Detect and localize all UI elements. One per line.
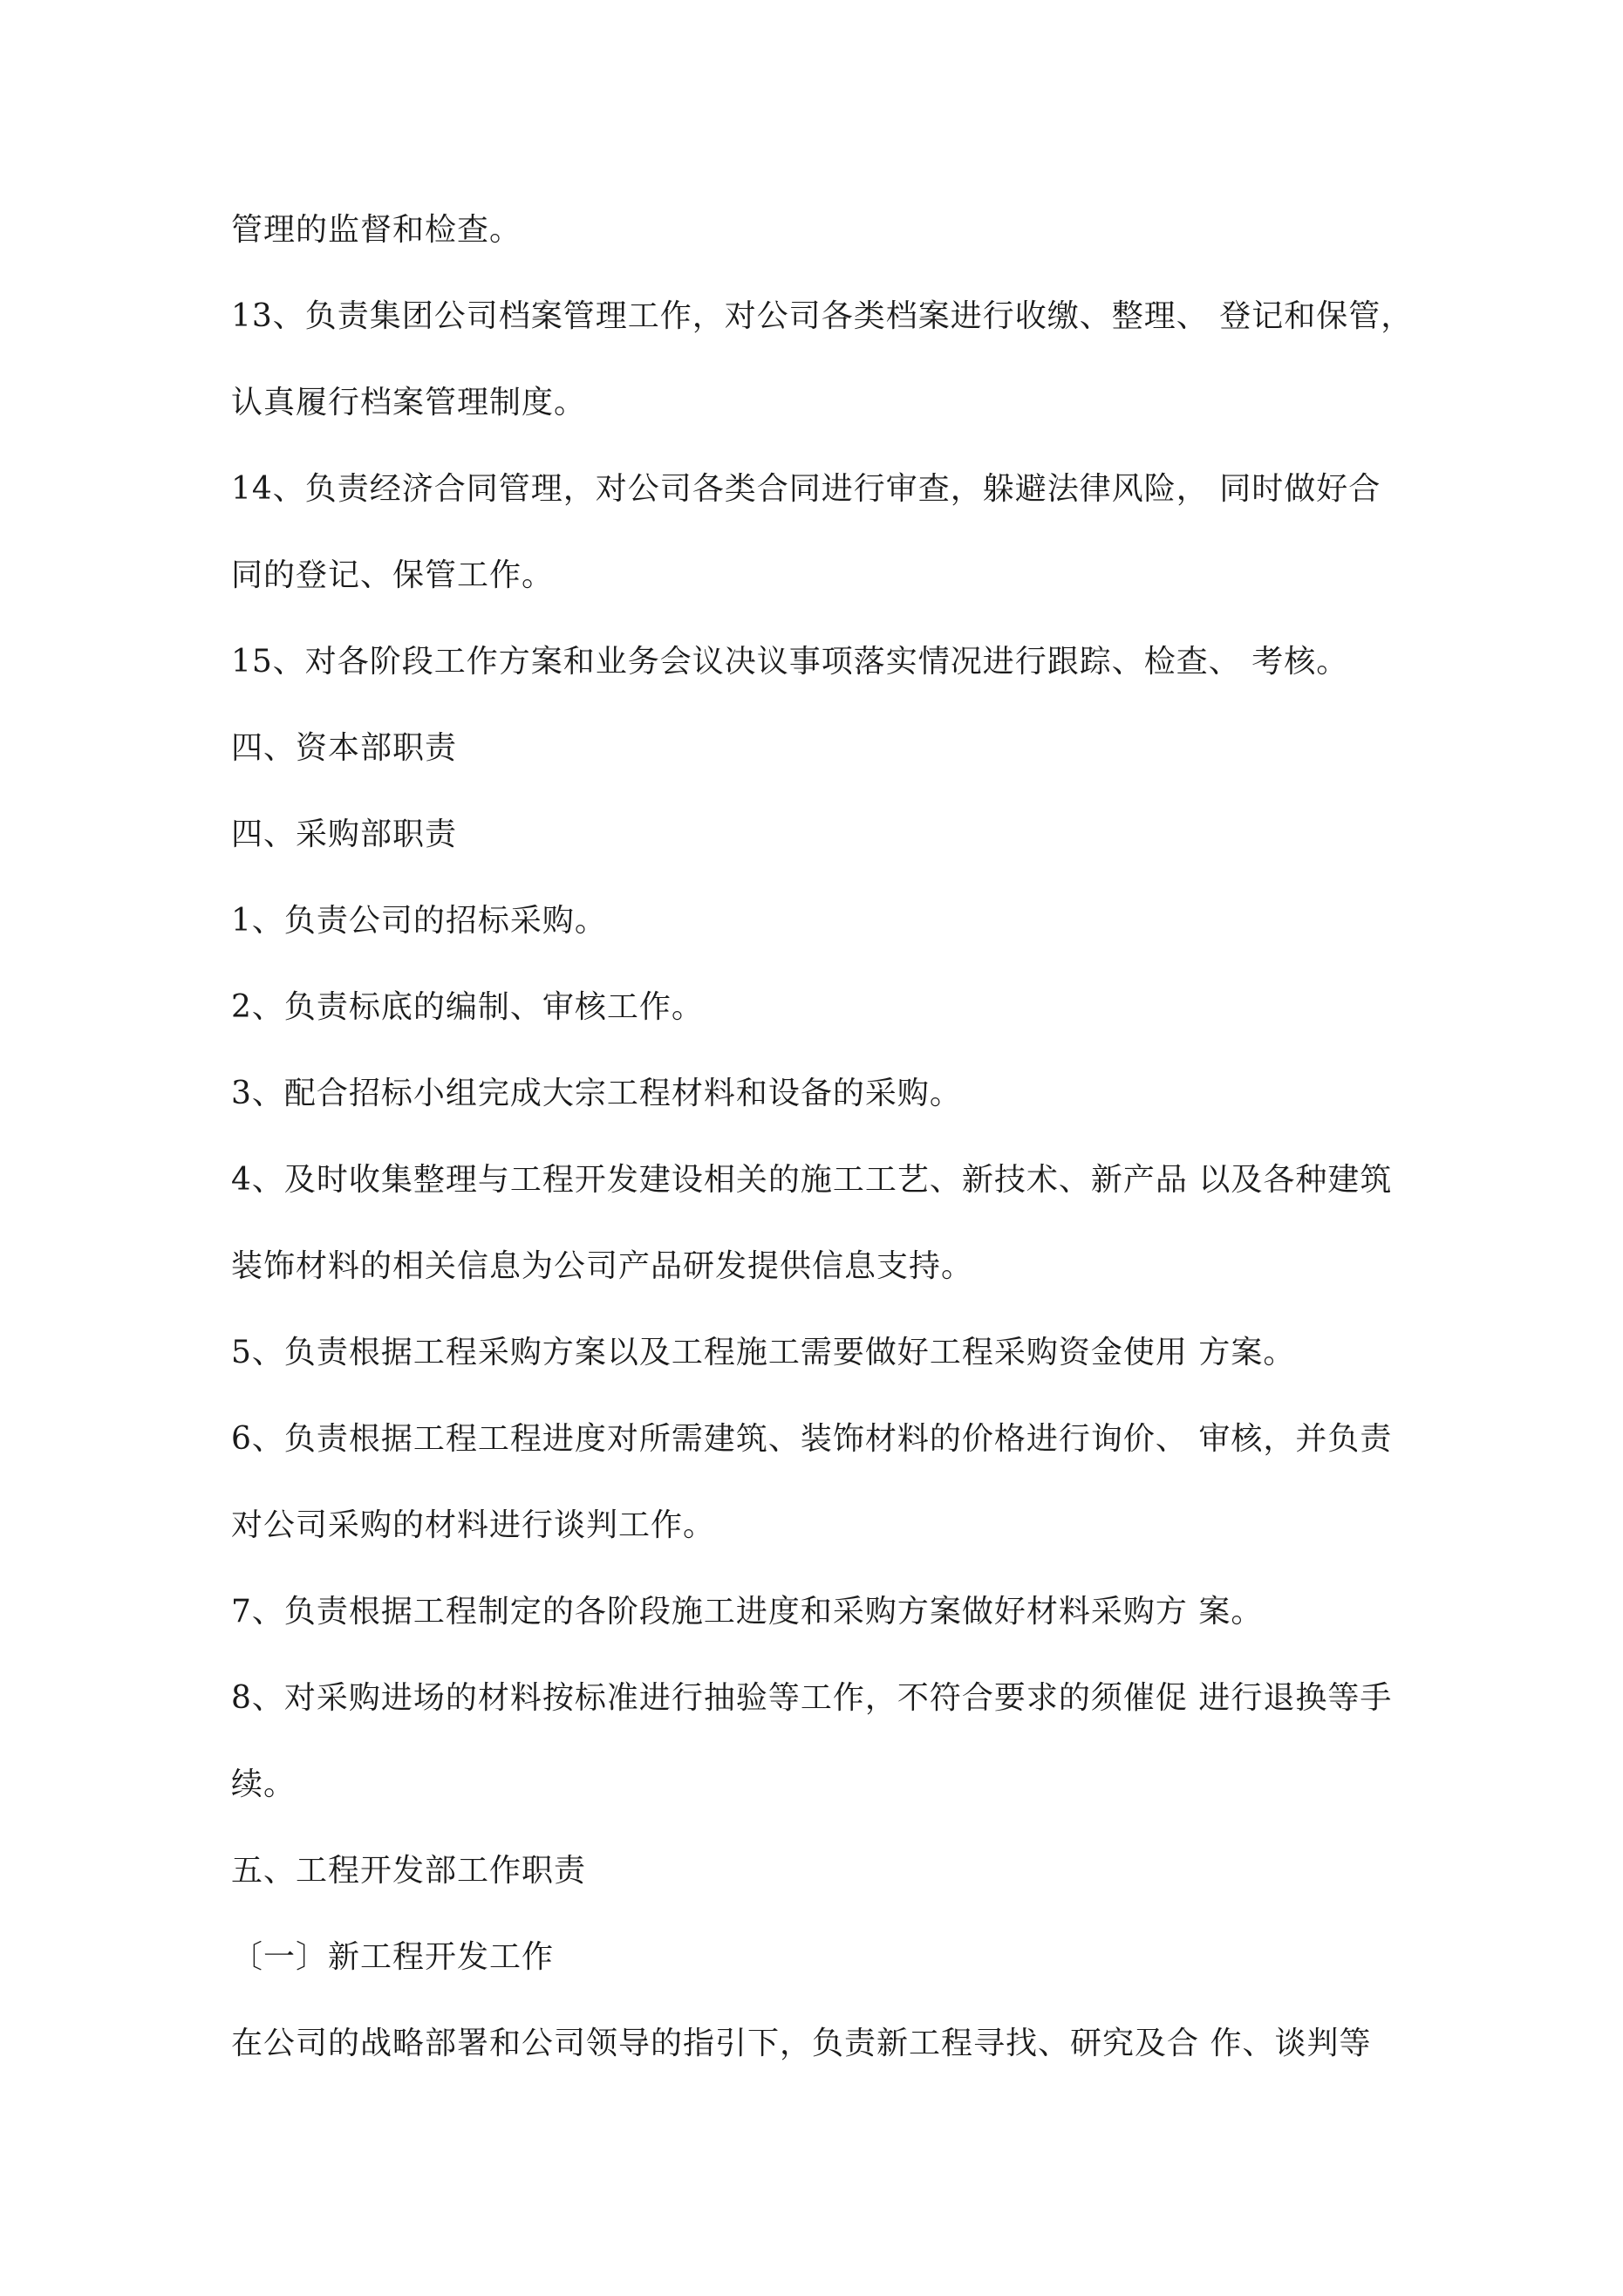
subsection-heading: 〔一〕新工程开发工作	[231, 1939, 555, 1975]
section-heading: 四、资本部职责	[231, 730, 458, 766]
text-line: 在公司的战略部署和公司领导的指引下，负责新工程寻找、研究及合 作、谈判等	[231, 2026, 1372, 2061]
text-line: 2、负责标底的编制、审核工作。	[231, 989, 704, 1025]
text-line: 管理的监督和检查。	[231, 212, 522, 248]
text-line: 同的登记、保管工作。	[231, 557, 555, 593]
text-line: 续。	[231, 1766, 297, 1802]
text-line: 5、负责根据工程采购方案以及工程施工需要做好工程采购资金使用 方案。	[231, 1335, 1296, 1370]
text-line: 认真履行档案管理制度。	[231, 385, 587, 420]
text-line: 4、及时收集整理与工程开发建设相关的施工工艺、新技术、新产品 以及各种建筑	[231, 1162, 1393, 1198]
text-line: 对公司采购的材料进行谈判工作。	[231, 1507, 716, 1543]
document-body	[231, 209, 1417, 2109]
section-heading: 五、工程开发部工作职责	[231, 1853, 587, 1889]
text-line: 装饰材料的相关信息为公司产品研发提供信息支持。	[231, 1248, 974, 1284]
text-line: 3、配合招标小组完成大宗工程材料和设备的采购。	[231, 1076, 962, 1111]
text-line: 14、负责经济合同管理，对公司各类合同进行审查，躲避法律风险， 同时做好合	[231, 471, 1381, 507]
text-line: 8、对采购进场的材料按标准进行抽验等工作，不符合要求的须催促 进行退换等手	[231, 1680, 1393, 1716]
text-line: 7、负责根据工程制定的各阶段施工进度和采购方案做好材料采购方 案。	[231, 1594, 1264, 1630]
section-heading: 四、采购部职责	[231, 817, 458, 852]
text-line: 15、对各阶段工作方案和业务会议决议事项落实情况进行跟踪、检查、 考核。	[231, 644, 1349, 680]
text-line: 1、负责公司的招标采购。	[231, 903, 607, 939]
text-line: 13、负责集团公司档案管理工作，对公司各类档案进行收缴、整理、 登记和保管，	[231, 298, 1414, 334]
text-line: 6、负责根据工程工程进度对所需建筑、装饰材料的价格进行询价、 审核，并负责	[231, 1421, 1393, 1457]
